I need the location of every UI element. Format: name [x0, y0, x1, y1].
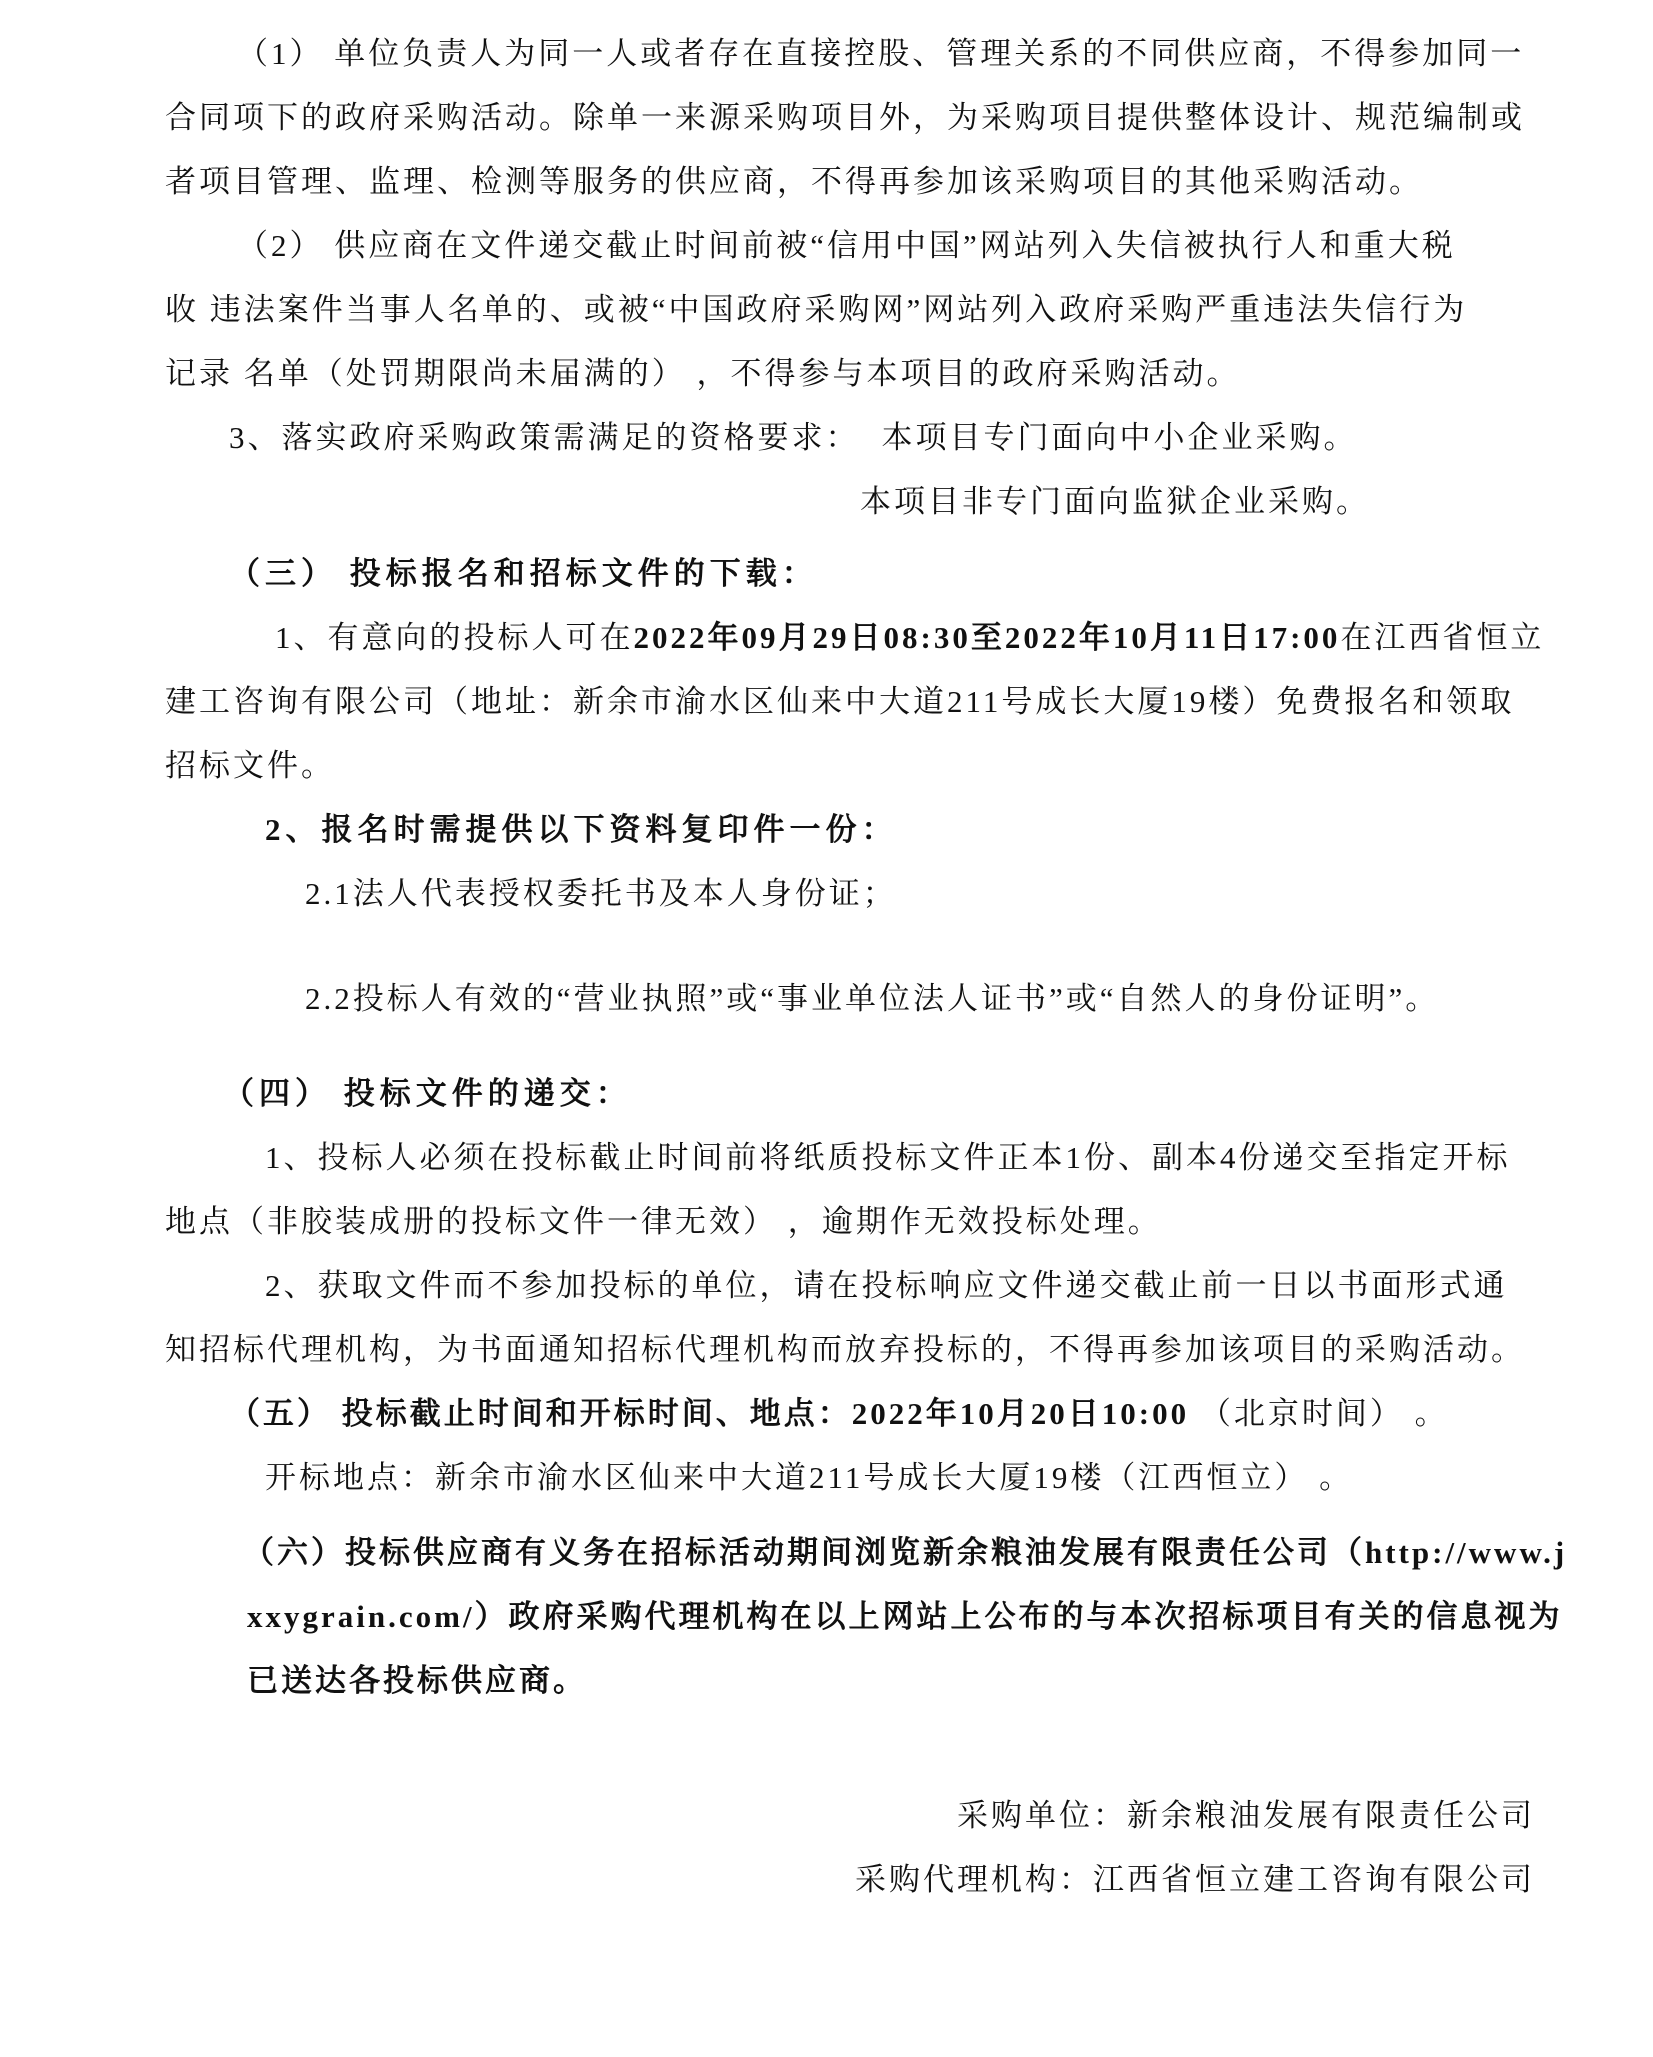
text: 1、有意向的投标人可在: [275, 620, 634, 655]
clause-2-line-1: [165, 214, 1535, 278]
submission-item-1-line-1: [165, 1126, 1535, 1190]
section-3-heading: [165, 542, 1535, 606]
text: 地点（非胶装成册的投标文件一律无效） ，逾期作无效投标处理。: [165, 1204, 1162, 1239]
text: 2、获取文件而不参加投标的单位，请在投标响应文件递交截止前一日以书面形式通: [265, 1268, 1508, 1303]
text: 1、投标人必须在投标截止时间前将纸质投标文件正本1份、副本4份递交至指定开标: [265, 1140, 1511, 1175]
submission-item-2-line-2: [165, 1318, 1535, 1382]
section-4-heading: [165, 1062, 1535, 1126]
text: 合同项下的政府采购活动。除单一来源采购项目外，为采购项目提供整体设计、规范编制或: [165, 100, 1525, 135]
smes-note: 本项目专门面向中小企业采购。: [881, 420, 1358, 455]
text: 建工咨询有限公司（地址：新余市渝水区仙来中大道211号成长大厦19楼）免费报名和领取: [165, 684, 1515, 719]
clause-1-line-3: [165, 150, 1535, 214]
text: （1） 单位负责人为同一人或者存在直接控股、管理关系的不同供应商，不得参加同一: [237, 36, 1525, 71]
heading-text: 2、报名时需提供以下资料复印件一份：: [265, 812, 898, 847]
item-3-requirement: [165, 406, 1535, 470]
submission-item-2-line-1: [165, 1254, 1535, 1318]
section-5-heading: [165, 1382, 1535, 1446]
text: （2） 供应商在文件递交截止时间前被“信用中国”网站列入失信被执行人和重大税: [237, 228, 1456, 263]
heading-text: （四） 投标文件的递交：: [223, 1076, 632, 1111]
material-item-2-1: [165, 862, 1535, 926]
requirement-label: 3、落实政府采购政策需满足的资格要求：: [229, 420, 860, 455]
text: 收 违法案件当事人名单的、或被“中国政府采购网”网站列入政府采购严重违法失信行为: [165, 292, 1468, 327]
text: 已送达各投标供应商。: [247, 1663, 587, 1698]
text: 2.2投标人有效的“营业执照”或“事业单位法人证书”或“自然人的身份证明”。: [305, 981, 1440, 1016]
registration-para-line-1: [165, 606, 1545, 670]
beijing-time-note: （北京时间） 。: [1189, 1396, 1449, 1431]
submission-item-1-line-2: [165, 1190, 1535, 1254]
text: xxygrain.com/）政府采购代理机构在以上网站上公布的与本次招标项目有关的信息视为: [247, 1599, 1563, 1634]
section-6-para-line-3: [165, 1649, 1535, 1713]
agency-name: 采购代理机构：江西省恒立建工咨询有限公司: [855, 1862, 1535, 1897]
purchaser-name: 采购单位：新余粮油发展有限责任公司: [957, 1798, 1535, 1833]
text: 开标地点：新余市渝水区仙来中大道211号成长大厦19楼（江西恒立） 。: [265, 1460, 1354, 1495]
registration-para-line-3: [165, 734, 1535, 798]
materials-heading: [165, 798, 1535, 862]
clause-2-line-2: [165, 278, 1535, 342]
heading-text: （三） 投标报名和招标文件的下载：: [229, 556, 818, 591]
text: 2.1法人代表授权委托书及本人身份证；: [305, 876, 897, 911]
text: 招标文件。: [165, 748, 335, 783]
prison-note: [165, 470, 1535, 534]
text: 知招标代理机构，为书面通知招标代理机构而放弃投标的，不得再参加该项目的采购活动。: [165, 1332, 1525, 1367]
agency-line: [165, 1848, 1535, 1912]
text: 在江西省恒立: [1340, 620, 1545, 655]
material-item-2-2: [165, 967, 1535, 1031]
clause-2-line-3: [165, 342, 1535, 406]
text: （六）投标供应商有义务在招标活动期间浏览新余粮油发展有限责任公司（http://www.j: [243, 1535, 1568, 1570]
clause-1-line-1: [165, 22, 1535, 86]
purchaser-line: [165, 1784, 1535, 1848]
text: 本项目非专门面向监狱企业采购。: [860, 484, 1370, 519]
bid-deadline-text: （五） 投标截止时间和开标时间、地点：2022年10月20日10:00: [229, 1396, 1190, 1431]
text: 记录 名单（处罚期限尚未届满的） ，不得参与本项目的政府采购活动。: [165, 356, 1241, 391]
text: 者项目管理、监理、检测等服务的供应商，不得再参加该采购项目的其他采购活动。: [165, 164, 1423, 199]
bid-opening-location: [165, 1446, 1535, 1510]
section-6-para-line-1: [165, 1521, 1568, 1585]
section-6-para-line-2: [165, 1585, 1563, 1649]
registration-date-range: 2022年09月29日08:30至2022年10月11日17:00: [633, 620, 1341, 655]
registration-para-line-2: [165, 670, 1535, 734]
clause-1-line-2: [165, 86, 1535, 150]
